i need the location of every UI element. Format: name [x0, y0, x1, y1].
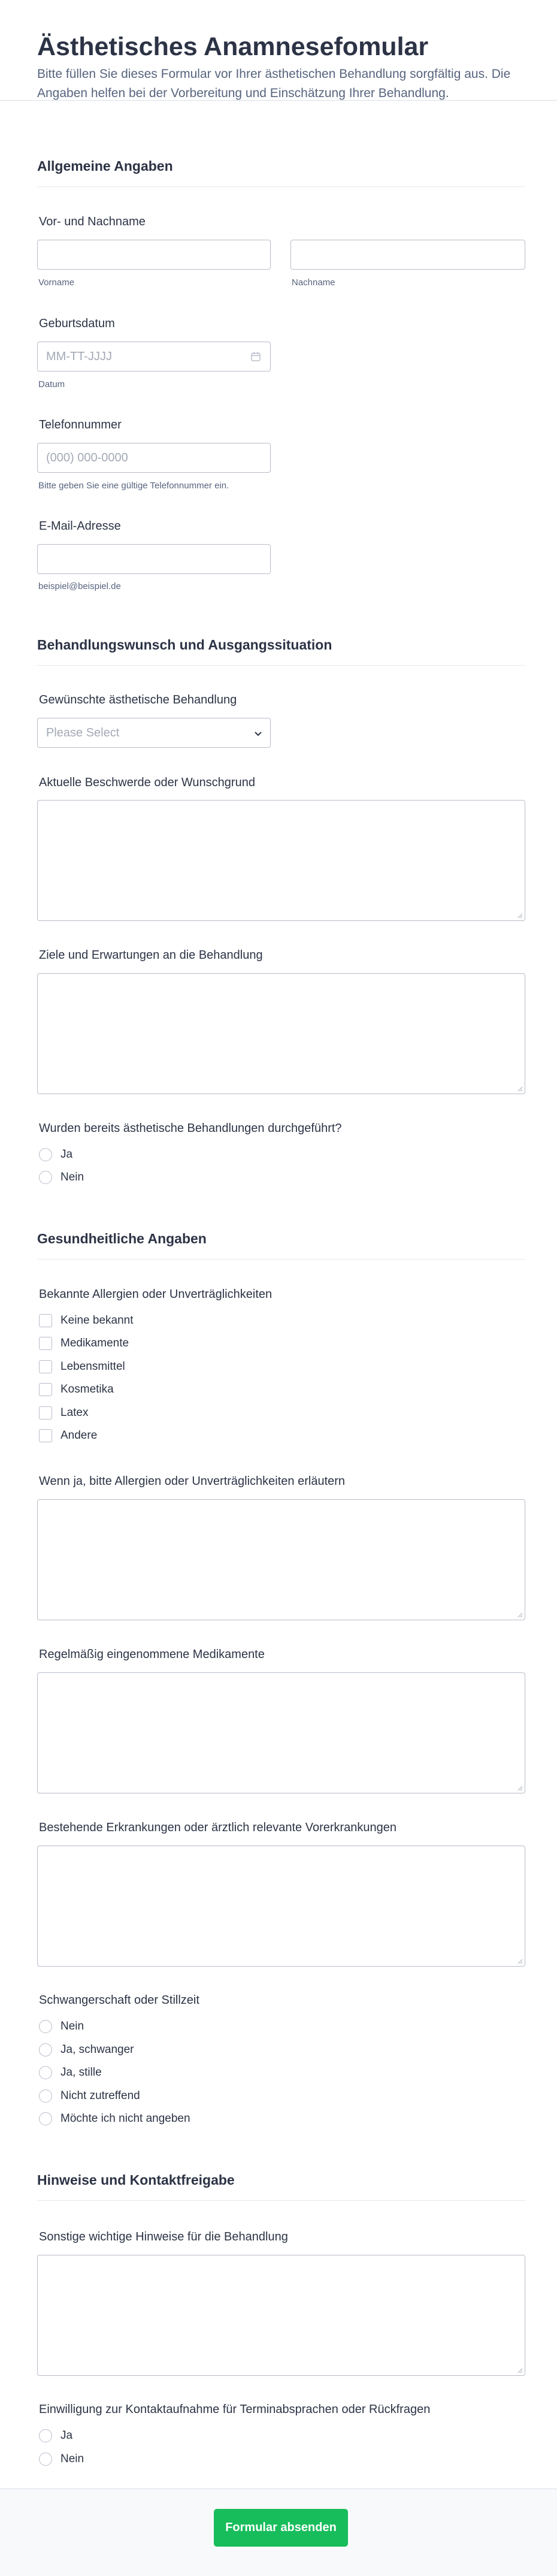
complaint-label	[39, 775, 255, 790]
form-header	[0, 0, 557, 101]
checkbox[interactable]	[39, 1337, 52, 1350]
consent-option-yes[interactable]	[39, 2428, 72, 2444]
option-label: Lebensmittel	[60, 1360, 125, 1373]
page-title: Ästhetisches Anamnesefomular	[37, 32, 429, 61]
treatment-select[interactable]	[37, 718, 271, 748]
resize-handle-icon[interactable]	[517, 913, 523, 919]
first-name-input[interactable]	[37, 240, 271, 270]
section-title-notes: Hinweise und Kontaktfreigabe	[37, 2172, 525, 2201]
checkbox[interactable]	[39, 1360, 52, 1373]
previous-option-nein[interactable]	[39, 1170, 84, 1185]
option-label: Ja	[60, 1148, 73, 1161]
last-name-input[interactable]	[290, 240, 525, 270]
other-notes-label	[39, 2230, 288, 2244]
phone-sublabel: Bitte geben Sie eine gültige Telefonnummer ein.	[38, 481, 229, 491]
option-label: Ja	[60, 2429, 73, 2442]
consent-option-no[interactable]	[39, 2451, 84, 2467]
name-label	[39, 215, 146, 229]
allergies-label	[39, 1287, 272, 1301]
resize-handle-icon[interactable]	[517, 1612, 523, 1618]
allergy-option-other[interactable]	[39, 1428, 97, 1443]
option-label: Nein	[60, 2020, 84, 2033]
pregnancy-label	[39, 1993, 199, 2007]
medications-label	[39, 1647, 265, 1662]
birthdate-field	[37, 342, 271, 372]
allergy-option-latex[interactable]	[39, 1405, 88, 1421]
pregnancy-option-na[interactable]	[39, 2088, 140, 2104]
option-label: Nicht zutreffend	[60, 2089, 140, 2102]
last-name-sublabel: Nachname	[292, 277, 335, 288]
resize-handle-icon[interactable]	[517, 2367, 523, 2373]
option-label: Nein	[60, 2453, 84, 2465]
chevron-down-icon	[253, 729, 263, 738]
checkbox[interactable]	[39, 1314, 52, 1327]
pregnancy-option-prefer-not[interactable]	[39, 2111, 190, 2127]
complaint-label-text: Aktuelle Beschwerde oder Wunschgrund	[39, 776, 255, 789]
consent-label-text: Einwilligung zur Kontaktaufnahme für Terminabsprachen oder Rückfragen	[39, 2403, 431, 2416]
medications-label-text: Regelmäßig eingenommene Medikamente	[39, 1648, 265, 1661]
medications-textarea[interactable]	[37, 1672, 525, 1793]
goals-label	[39, 948, 263, 962]
allergies-detail-textarea[interactable]	[37, 1499, 525, 1620]
treatment-select-label-text: Gewünschte ästhetische Behandlung	[39, 693, 237, 706]
email-label-text: E-Mail-Adresse	[39, 520, 121, 533]
checkbox[interactable]	[39, 1383, 52, 1396]
email-label	[39, 519, 121, 533]
radio-button[interactable]	[39, 2043, 52, 2056]
pregnancy-option-no[interactable]	[39, 2019, 84, 2034]
calendar-icon[interactable]	[250, 351, 261, 362]
section-general	[37, 158, 525, 187]
section-title-treatment: Behandlungswunsch und Ausgangssituation	[37, 637, 525, 666]
treatment-select-value: Please Select	[46, 726, 120, 739]
resize-handle-icon[interactable]	[517, 1086, 523, 1092]
radio-button[interactable]	[39, 1171, 52, 1184]
form-footer	[0, 2489, 557, 2576]
radio-button[interactable]	[39, 2066, 52, 2079]
allergies-label-text: Bekannte Allergien oder Unverträglichkeiten	[39, 1288, 273, 1301]
previous-option-ja[interactable]	[39, 1147, 72, 1162]
page-description: Bitte füllen Sie dieses Formular vor Ihrer ästhetischen Behandlung sorgfältig aus. Die Angaben helfen bei der Vorbereitung und Einschätzung Ihrer Behandlung.	[37, 67, 511, 100]
previous-label-text: Wurden bereits ästhetische Behandlungen durchgeführt?	[39, 1122, 342, 1135]
birthdate-label-text: Geburtsdatum	[39, 317, 115, 330]
previous-label	[39, 1121, 342, 1136]
phone-label-text: Telefonnummer	[39, 418, 122, 431]
conditions-textarea[interactable]	[37, 1846, 525, 1967]
phone-input[interactable]	[37, 443, 271, 473]
conditions-label	[39, 1820, 396, 1835]
radio-button[interactable]	[39, 1148, 52, 1161]
option-label: Kosmetika	[60, 1383, 114, 1396]
radio-button[interactable]	[39, 2453, 52, 2466]
phone-label	[39, 418, 122, 432]
birthdate-input[interactable]	[37, 342, 271, 372]
section-notes	[37, 2172, 525, 2201]
option-label: Andere	[60, 1429, 98, 1442]
email-input[interactable]	[37, 544, 271, 574]
conditions-label-text: Bestehende Erkrankungen oder ärztlich relevante Vorerkrankungen	[39, 1821, 397, 1834]
goals-textarea[interactable]	[37, 973, 525, 1094]
allergy-option-none[interactable]	[39, 1313, 134, 1328]
other-notes-label-text: Sonstige wichtige Hinweise für die Behandlung	[39, 2230, 288, 2243]
section-title-health: Gesundheitliche Angaben	[37, 1231, 525, 1260]
treatment-select-label	[39, 693, 237, 707]
option-label: Keine bekannt	[60, 1314, 134, 1327]
allergy-option-food[interactable]	[39, 1359, 125, 1375]
option-label: Latex	[60, 1406, 89, 1419]
email-sublabel: beispiel@beispiel.de	[38, 581, 121, 591]
consent-label	[39, 2402, 430, 2417]
radio-button[interactable]	[39, 2020, 52, 2033]
birthdate-sublabel: Datum	[38, 379, 65, 389]
option-label: Medikamente	[60, 1337, 129, 1349]
resize-handle-icon[interactable]	[517, 1785, 523, 1791]
section-treatment	[37, 637, 525, 666]
resize-handle-icon[interactable]	[517, 1958, 523, 1964]
allergy-option-medications[interactable]	[39, 1336, 129, 1351]
checkbox[interactable]	[39, 1429, 52, 1442]
submit-button[interactable]: Formular absenden	[214, 2509, 348, 2547]
goals-label-text: Ziele und Erwartungen an die Behandlung	[39, 949, 263, 962]
first-name-sublabel: Vorname	[38, 277, 75, 288]
checkbox[interactable]	[39, 1406, 52, 1420]
allergies-detail-label-text: Wenn ja, bitte Allergien oder Unverträglichkeiten erläutern	[39, 1475, 346, 1488]
birthdate-label	[39, 316, 115, 331]
option-label: Ja, stille	[60, 2066, 102, 2079]
radio-button[interactable]	[39, 2429, 52, 2442]
pregnancy-option-nursing[interactable]	[39, 2065, 102, 2080]
allergies-detail-label	[39, 1474, 345, 1488]
allergy-option-cosmetics[interactable]	[39, 1382, 114, 1397]
option-label: Nein	[60, 1171, 84, 1183]
section-title-general: Allgemeine Angaben	[37, 158, 525, 187]
name-label-text: Vor- und Nachname	[39, 215, 146, 228]
section-health	[37, 1231, 525, 1260]
complaint-textarea[interactable]	[37, 800, 525, 921]
other-notes-textarea[interactable]	[37, 2255, 525, 2376]
radio-button[interactable]	[39, 2112, 52, 2125]
option-label: Möchte ich nicht angeben	[60, 2112, 190, 2125]
pregnancy-label-text: Schwangerschaft oder Stillzeit	[39, 1994, 199, 2007]
radio-button[interactable]	[39, 2089, 52, 2103]
pregnancy-option-pregnant[interactable]	[39, 2042, 134, 2058]
option-label: Ja, schwanger	[60, 2043, 134, 2056]
